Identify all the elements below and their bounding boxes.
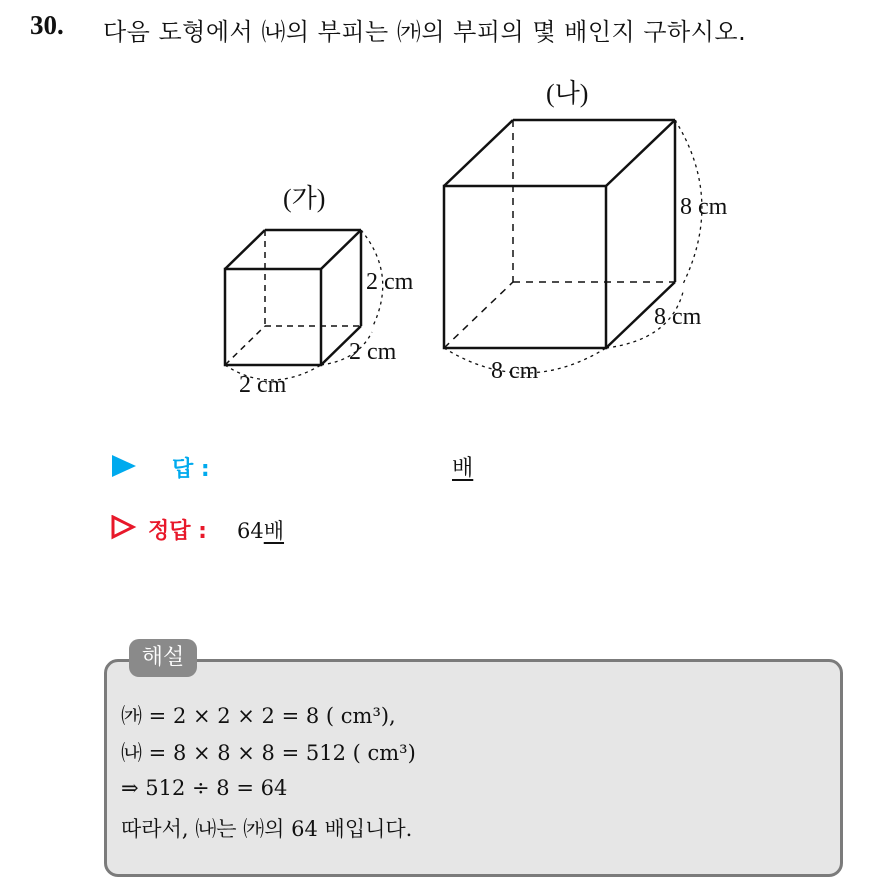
explanation-line-1: ㈎ = 2 × 2 × 2 = 8 ( cm³), xyxy=(121,704,396,728)
small-cube-depth: 2 cm xyxy=(349,339,397,365)
small-cube-width: 2 cm xyxy=(239,372,287,398)
small-cube-height: 2 cm xyxy=(366,269,414,295)
answer-unit: 배 xyxy=(452,456,474,481)
correct-unit: 배 xyxy=(263,519,285,543)
explanation-title: 해설 xyxy=(129,639,197,677)
large-cube xyxy=(444,120,702,373)
cube-figure xyxy=(0,0,884,440)
answer-marker-icon xyxy=(112,455,138,479)
explanation-line-2: ㈏ = 8 × 8 × 8 = 512 ( cm³) xyxy=(121,741,416,765)
large-cube-height: 8 cm xyxy=(680,194,728,220)
question-text: 다음 도형에서 ㈏의 부피는 ㈎의 부피의 몇 배인지 구하시오. xyxy=(103,18,747,46)
large-cube-label: (나) xyxy=(546,79,589,108)
correct-value-line xyxy=(237,515,284,545)
explanation-line-3: ⇒ 512 ÷ 8 = 64 xyxy=(121,776,288,800)
question-number: 30. xyxy=(30,10,64,40)
correct-marker-icon xyxy=(111,515,137,541)
small-cube-label: (가) xyxy=(283,184,326,213)
large-cube-width: 8 cm xyxy=(491,358,539,384)
correct-value: 64 xyxy=(237,519,264,543)
explanation-line-4: 따라서, ㈏는 ㈎의 64 배입니다. xyxy=(121,817,413,841)
correct-label: 정답 : xyxy=(148,519,207,544)
large-cube-depth: 8 cm xyxy=(654,304,702,330)
answer-label: 답 : xyxy=(172,457,210,482)
explanation-box xyxy=(104,659,843,877)
